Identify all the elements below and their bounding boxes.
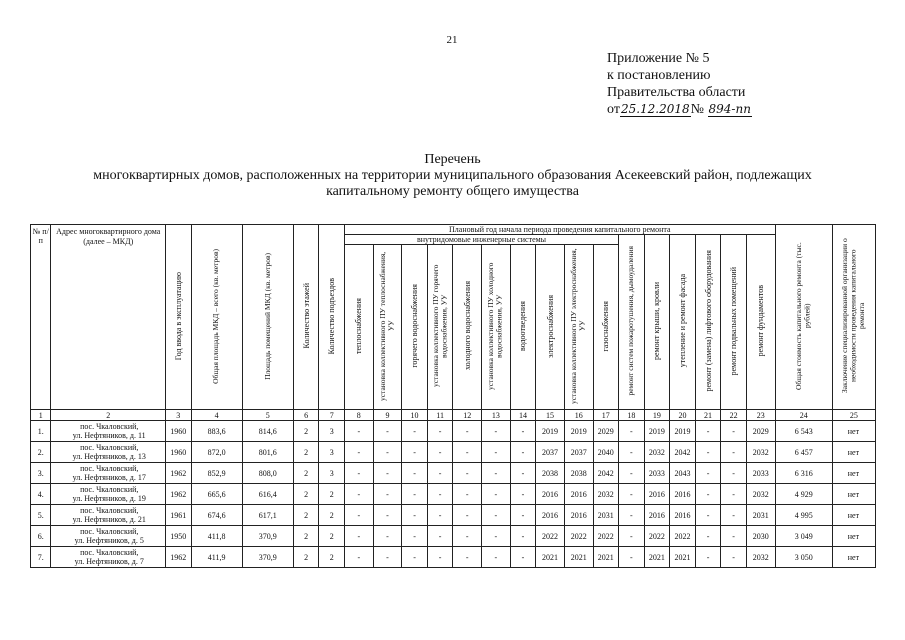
row-cell: 801,6 xyxy=(242,442,293,463)
row-cell: 2040 xyxy=(593,442,619,463)
col-num: 19 xyxy=(644,410,670,421)
row-cell: нет xyxy=(832,526,875,547)
row-cell: - xyxy=(402,484,428,505)
header-year: Год ввода в эксплуатацию xyxy=(173,271,183,361)
row-cell: нет xyxy=(832,463,875,484)
appendix-line-3: Правительства области xyxy=(607,85,746,100)
row-cell: 2042 xyxy=(670,442,696,463)
header-cost: Общая стоимость капитального ремонта (тыс. рублей) xyxy=(794,242,812,390)
row-cell: 2 xyxy=(319,484,345,505)
address-line-1: пос. Чкаловский, xyxy=(80,506,139,515)
row-cell: 2029 xyxy=(593,421,619,442)
row-cell: 2022 xyxy=(593,526,619,547)
row-cell: 2043 xyxy=(670,463,696,484)
row-cell: 2033 xyxy=(644,463,670,484)
row-cell: 1962 xyxy=(166,484,192,505)
row-cell: - xyxy=(344,526,373,547)
header-fire: ремонт систем пожаротушения, дымоудаления xyxy=(626,246,636,396)
row-cell: - xyxy=(482,463,511,484)
row-cell: 808,0 xyxy=(242,463,293,484)
row-cell: - xyxy=(453,547,482,568)
header-basement: ремонт подвальных помещений xyxy=(729,266,739,376)
address-line-1: пос. Чкаловский, xyxy=(80,443,139,452)
row-cell: - xyxy=(344,421,373,442)
row-cell: - xyxy=(453,484,482,505)
row-cell: - xyxy=(695,421,721,442)
row-cell: 617,1 xyxy=(242,505,293,526)
row-cell: 2033 xyxy=(746,463,775,484)
row-cell: 2 xyxy=(293,505,319,526)
row-number: 6. xyxy=(31,526,51,547)
row-cell: 2042 xyxy=(593,463,619,484)
row-cell: - xyxy=(453,421,482,442)
header-plan: Плановый год начала периода проведения капитального ремонта xyxy=(344,225,775,235)
header-sewer: водоотведения xyxy=(518,301,528,351)
row-cell: - xyxy=(402,442,428,463)
row-cell: - xyxy=(344,505,373,526)
col-num: 14 xyxy=(510,410,536,421)
row-cell: 2022 xyxy=(564,526,593,547)
header-power: электроснабжения xyxy=(545,294,555,358)
row-cell: нет xyxy=(832,442,875,463)
row-cell: 2037 xyxy=(536,442,565,463)
col-num: 10 xyxy=(402,410,428,421)
row-cell: 2032 xyxy=(644,442,670,463)
row-address xyxy=(51,463,166,484)
header-total-area: Общая площадь МКД – всего (кв. метров) xyxy=(211,248,221,384)
row-cell: - xyxy=(721,463,747,484)
col-num: 8 xyxy=(344,410,373,421)
row-cell: 3 xyxy=(319,421,345,442)
header-hot-meter: установка коллективного ПУ горячего водоснабжения, УУ xyxy=(430,264,449,388)
address-line-1: пос. Чкаловский, xyxy=(80,527,139,536)
row-cell: - xyxy=(344,484,373,505)
col-num: 18 xyxy=(619,410,645,421)
address-line-1: пос. Чкаловский, xyxy=(80,548,139,557)
row-address xyxy=(51,442,166,463)
table-row xyxy=(31,463,876,484)
row-cell: 2019 xyxy=(644,421,670,442)
row-cell: - xyxy=(373,526,402,547)
date-prefix: от xyxy=(607,102,620,117)
row-cell: 3 050 xyxy=(775,547,832,568)
row-cell: - xyxy=(721,505,747,526)
row-cell: 1950 xyxy=(166,526,192,547)
row-cell: 1962 xyxy=(166,463,192,484)
row-cell: 2022 xyxy=(644,526,670,547)
title-line-1: Перечень xyxy=(424,152,481,167)
row-cell: 411,9 xyxy=(191,547,242,568)
col-num: 4 xyxy=(191,410,242,421)
header-roof: ремонт крыши, кровли xyxy=(652,282,662,360)
col-num: 13 xyxy=(482,410,511,421)
row-cell: - xyxy=(453,442,482,463)
row-number: 3. xyxy=(31,463,51,484)
row-cell: 2 xyxy=(319,505,345,526)
row-number: 7. xyxy=(31,547,51,568)
row-cell: 2032 xyxy=(746,547,775,568)
row-cell: 674,6 xyxy=(191,505,242,526)
col-num: 21 xyxy=(695,410,721,421)
row-cell: - xyxy=(402,505,428,526)
row-cell: 370,9 xyxy=(242,526,293,547)
row-cell: - xyxy=(402,526,428,547)
row-cell: - xyxy=(619,442,645,463)
row-cell: - xyxy=(695,547,721,568)
row-cell: 2021 xyxy=(644,547,670,568)
row-cell: - xyxy=(510,421,536,442)
header-floors: Количество этажей xyxy=(301,283,311,349)
row-cell: 2 xyxy=(319,547,345,568)
row-cell: - xyxy=(427,505,453,526)
header-entrances: Количество подъездов xyxy=(327,277,337,355)
row-cell: 2 xyxy=(293,421,319,442)
row-cell: 2021 xyxy=(564,547,593,568)
row-cell: - xyxy=(695,505,721,526)
row-cell: 2022 xyxy=(670,526,696,547)
row-cell: - xyxy=(619,421,645,442)
header-lift: ремонт (замена) лифтового оборудования xyxy=(703,250,713,392)
row-cell: - xyxy=(482,547,511,568)
col-num: 2 xyxy=(51,410,166,421)
row-cell: - xyxy=(619,547,645,568)
row-cell: - xyxy=(482,421,511,442)
address-line-1: пос. Чкаловский, xyxy=(80,422,139,431)
address-line-2: ул. Нефтяников, д. 19 xyxy=(72,494,146,503)
appendix-line-2: к постановлению xyxy=(607,68,711,83)
row-cell: 2016 xyxy=(670,505,696,526)
address-line-2: ул. Нефтяников, д. 5 xyxy=(74,536,144,545)
appendix-line-1: Приложение № 5 xyxy=(607,51,710,66)
document-title xyxy=(0,152,905,200)
row-cell: - xyxy=(510,547,536,568)
address-line-2: ул. Нефтяников, д. 11 xyxy=(72,431,146,440)
row-cell: - xyxy=(402,463,428,484)
address-line-2: ул. Нефтяников, д. 17 xyxy=(72,473,146,482)
row-cell: 2016 xyxy=(644,505,670,526)
row-cell: - xyxy=(427,484,453,505)
row-cell: 2019 xyxy=(536,421,565,442)
row-cell: 2021 xyxy=(536,547,565,568)
header-facade: утепление и ремонт фасада xyxy=(677,274,687,368)
row-cell: 4 929 xyxy=(775,484,832,505)
row-cell: 3 xyxy=(319,442,345,463)
row-cell: 2031 xyxy=(593,505,619,526)
row-address xyxy=(51,421,166,442)
row-cell: - xyxy=(427,526,453,547)
row-cell: 2 xyxy=(293,484,319,505)
address-line-2: ул. Нефтяников, д. 21 xyxy=(72,515,146,524)
row-cell: - xyxy=(619,463,645,484)
address-line-2: ул. Нефтяников, д. 13 xyxy=(72,452,146,461)
row-cell: 2038 xyxy=(536,463,565,484)
header-hot-water: горячего водоснабжения xyxy=(410,284,420,368)
page-number: 21 xyxy=(446,34,458,46)
row-cell: - xyxy=(695,463,721,484)
header-heat: теплоснабжения xyxy=(354,298,364,354)
row-address xyxy=(51,484,166,505)
row-cell: 1960 xyxy=(166,421,192,442)
row-cell: - xyxy=(427,547,453,568)
row-address xyxy=(51,505,166,526)
row-cell: 2032 xyxy=(746,484,775,505)
row-cell: - xyxy=(721,421,747,442)
row-cell: - xyxy=(510,463,536,484)
repair-table xyxy=(30,224,876,568)
col-num: 22 xyxy=(721,410,747,421)
row-cell: нет xyxy=(832,505,875,526)
row-cell: 2 xyxy=(319,526,345,547)
col-num: 1 xyxy=(31,410,51,421)
row-cell: 2037 xyxy=(564,442,593,463)
row-number: 1. xyxy=(31,421,51,442)
row-cell: 2019 xyxy=(564,421,593,442)
table-row xyxy=(31,484,876,505)
col-num: 5 xyxy=(242,410,293,421)
row-address xyxy=(51,526,166,547)
row-cell: - xyxy=(482,442,511,463)
row-cell: - xyxy=(619,484,645,505)
table-row xyxy=(31,421,876,442)
row-cell: - xyxy=(373,421,402,442)
row-cell: - xyxy=(373,463,402,484)
handwritten-date: 25.12.2018 xyxy=(620,102,690,116)
col-num: 24 xyxy=(775,410,832,421)
row-cell: 2016 xyxy=(564,505,593,526)
row-cell: 4 995 xyxy=(775,505,832,526)
number-prefix: № xyxy=(690,102,705,117)
row-cell: - xyxy=(373,484,402,505)
col-num: 7 xyxy=(319,410,345,421)
appendix-block xyxy=(607,50,752,118)
row-cell: 6 543 xyxy=(775,421,832,442)
row-cell: 6 457 xyxy=(775,442,832,463)
address-line-1: пос. Чкаловский, xyxy=(80,485,139,494)
table-row xyxy=(31,442,876,463)
header-power-meter: установка коллективного ПУ электроснабжения, УУ xyxy=(569,248,587,404)
row-cell: - xyxy=(695,526,721,547)
title-line-2: многоквартирных домов, расположенных на территории муниципального образования Асекеевский район, подлежащих xyxy=(93,168,812,183)
column-number-row xyxy=(31,410,876,421)
row-cell: 852,9 xyxy=(191,463,242,484)
header-cold-meter: установка коллективного ПУ холодного водоснабжения, УУ xyxy=(486,262,504,390)
row-cell: - xyxy=(427,463,453,484)
row-cell: - xyxy=(619,526,645,547)
row-cell: 6 316 xyxy=(775,463,832,484)
row-cell: - xyxy=(721,526,747,547)
col-num: 11 xyxy=(427,410,453,421)
table-row xyxy=(31,547,876,568)
header-foundation: ремонт фундаментов xyxy=(756,285,766,357)
row-cell: 2031 xyxy=(746,505,775,526)
header-address: Адрес многоквартирного дома (далее – МКД) xyxy=(51,225,166,410)
row-cell: - xyxy=(344,463,373,484)
row-cell: 2 xyxy=(293,547,319,568)
header-num: № п/п xyxy=(31,225,51,410)
row-cell: 2019 xyxy=(670,421,696,442)
row-cell: 2016 xyxy=(564,484,593,505)
col-num: 3 xyxy=(166,410,192,421)
row-cell: 2016 xyxy=(644,484,670,505)
col-num: 20 xyxy=(670,410,696,421)
row-cell: 2016 xyxy=(670,484,696,505)
col-num: 17 xyxy=(593,410,619,421)
row-cell: - xyxy=(373,547,402,568)
row-cell: 2021 xyxy=(670,547,696,568)
row-cell: - xyxy=(427,421,453,442)
row-cell: - xyxy=(510,442,536,463)
row-cell: - xyxy=(482,484,511,505)
header-premises-area: Площадь помещений МКД (кв. метров) xyxy=(262,252,272,380)
row-cell: - xyxy=(510,484,536,505)
row-cell: 1962 xyxy=(166,547,192,568)
header-heat-meter: установка коллективного ПУ теплоснабжения, УУ xyxy=(377,251,396,401)
col-num: 25 xyxy=(832,410,875,421)
row-cell: 814,6 xyxy=(242,421,293,442)
row-cell: 411,8 xyxy=(191,526,242,547)
col-num: 15 xyxy=(536,410,565,421)
row-cell: - xyxy=(402,421,428,442)
appendix-date-line xyxy=(607,101,752,118)
row-cell: 616,4 xyxy=(242,484,293,505)
row-cell: - xyxy=(695,442,721,463)
row-cell: - xyxy=(695,484,721,505)
row-cell: - xyxy=(721,547,747,568)
row-cell: - xyxy=(721,442,747,463)
row-cell: - xyxy=(510,505,536,526)
row-cell: 1961 xyxy=(166,505,192,526)
row-cell: - xyxy=(482,505,511,526)
col-num: 9 xyxy=(373,410,402,421)
header-systems: внутридомовые инженерные системы xyxy=(344,235,618,245)
row-cell: 2022 xyxy=(536,526,565,547)
row-cell: - xyxy=(402,547,428,568)
row-cell: - xyxy=(373,442,402,463)
row-cell: 872,0 xyxy=(191,442,242,463)
row-cell: - xyxy=(344,442,373,463)
col-num: 16 xyxy=(564,410,593,421)
row-cell: 370,9 xyxy=(242,547,293,568)
address-line-1: пос. Чкаловский, xyxy=(80,464,139,473)
row-cell: 2038 xyxy=(564,463,593,484)
handwritten-number: 894-пп xyxy=(708,102,751,116)
address-line-2: ул. Нефтяников, д. 7 xyxy=(74,557,144,566)
row-number: 2. xyxy=(31,442,51,463)
header-cold-water: холодного водоснабжения xyxy=(462,281,472,371)
row-number: 5. xyxy=(31,505,51,526)
row-cell: - xyxy=(721,484,747,505)
col-num: 23 xyxy=(746,410,775,421)
header-gas: газоснабжения xyxy=(601,300,611,352)
row-cell: 883,6 xyxy=(191,421,242,442)
row-address xyxy=(51,547,166,568)
row-cell: - xyxy=(619,505,645,526)
row-cell: 2021 xyxy=(593,547,619,568)
row-cell: 2032 xyxy=(746,442,775,463)
row-cell: - xyxy=(510,526,536,547)
row-number: 4. xyxy=(31,484,51,505)
row-cell: нет xyxy=(832,547,875,568)
title-line-3: капитальному ремонту общего имущества xyxy=(326,184,579,199)
row-cell: 2 xyxy=(293,526,319,547)
table-row xyxy=(31,526,876,547)
row-cell: 2016 xyxy=(536,484,565,505)
row-cell: 2030 xyxy=(746,526,775,547)
header-conclusion: Заключение специализированной организации о необходимости проведения капитального ремонта xyxy=(840,238,867,394)
row-cell: 2029 xyxy=(746,421,775,442)
row-cell: - xyxy=(427,442,453,463)
col-num: 6 xyxy=(293,410,319,421)
row-cell: - xyxy=(373,505,402,526)
col-num: 12 xyxy=(453,410,482,421)
table-row xyxy=(31,505,876,526)
row-cell: - xyxy=(453,505,482,526)
row-cell: 3 xyxy=(319,463,345,484)
row-cell: - xyxy=(482,526,511,547)
row-cell: - xyxy=(344,547,373,568)
row-cell: нет xyxy=(832,484,875,505)
row-cell: нет xyxy=(832,421,875,442)
row-cell: - xyxy=(453,463,482,484)
row-cell: 1960 xyxy=(166,442,192,463)
row-cell: - xyxy=(453,526,482,547)
row-cell: 2032 xyxy=(593,484,619,505)
row-cell: 2 xyxy=(293,442,319,463)
row-cell: 2016 xyxy=(536,505,565,526)
row-cell: 2 xyxy=(293,463,319,484)
row-cell: 3 049 xyxy=(775,526,832,547)
row-cell: 665,6 xyxy=(191,484,242,505)
